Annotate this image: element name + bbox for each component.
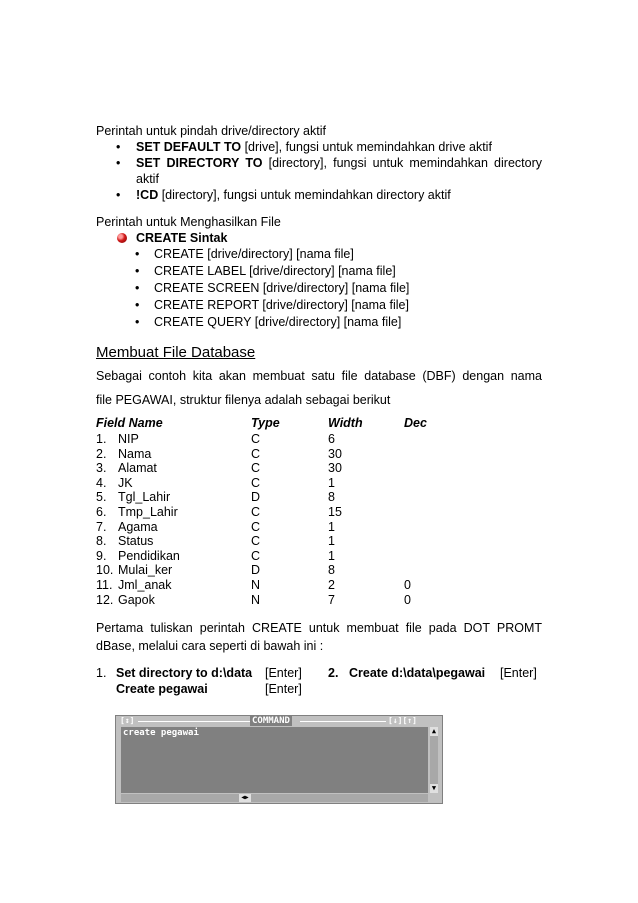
command-area[interactable] xyxy=(121,727,428,793)
field-width: 1 xyxy=(328,548,335,563)
field-name: Tgl_Lahir xyxy=(118,490,171,505)
field-dec xyxy=(404,490,427,505)
column-header: Field Name xyxy=(96,416,163,430)
row-number: 6. xyxy=(96,504,107,519)
create-syntax-heading xyxy=(96,230,542,246)
enter-key-label: [Enter] xyxy=(265,682,302,697)
field-structure-table xyxy=(96,414,427,607)
field-type: C xyxy=(251,432,261,446)
field-name: Jml_anak xyxy=(118,577,172,592)
paragraph-line: Sebagai contoh kita akan membuat satu file database (DBF) dengan nama xyxy=(96,369,542,383)
list-item xyxy=(96,155,542,171)
field-type: D xyxy=(251,563,261,578)
table-row xyxy=(96,549,427,564)
document-page xyxy=(96,123,542,701)
field-name-cell xyxy=(96,578,251,593)
field-name: Gapok xyxy=(118,592,155,607)
paragraph-line: file PEGAWAI, struktur filenya adalah sebagai berikut xyxy=(96,393,391,407)
list-item: • CREATE REPORT [drive/directory] [nama file] xyxy=(96,297,542,314)
command-text: create pegawai xyxy=(123,728,199,738)
field-type: C xyxy=(251,534,261,549)
table-row xyxy=(96,578,427,593)
step-number: 2. xyxy=(328,666,339,681)
list-item: • CREATE [drive/directory] [nama file] xyxy=(96,246,542,263)
paragraph-line: dBase, melalui cara seperti di bawah ini : xyxy=(96,639,324,654)
field-type: N xyxy=(251,592,261,607)
column-header: Width xyxy=(328,416,363,430)
field-name-cell xyxy=(96,563,251,578)
command-description: [directory], fungsi untuk memindahkan directory xyxy=(262,156,542,170)
row-number: 1. xyxy=(96,432,107,446)
field-width: 8 xyxy=(328,563,335,578)
step-number: 1. xyxy=(96,666,107,681)
command-keyword: SET DIRECTORY TO xyxy=(136,156,263,170)
section1-title: Perintah untuk pindah drive/directory aktif xyxy=(96,124,326,138)
list-item: • CREATE QUERY [drive/directory] [nama file] xyxy=(96,314,542,331)
row-number: 10. xyxy=(96,563,114,578)
field-name-cell xyxy=(96,461,251,476)
window-title-bar xyxy=(116,716,442,727)
table-row xyxy=(96,534,427,549)
command-keyword: !CD xyxy=(136,188,159,202)
field-type: D xyxy=(251,490,261,505)
field-name-cell xyxy=(96,593,251,608)
window-title: COMMAND xyxy=(252,716,290,726)
table-row xyxy=(96,505,427,520)
field-width: 1 xyxy=(328,475,335,490)
field-name: Pendidikan xyxy=(118,548,180,563)
list-item: • CREATE SCREEN [drive/directory] [nama file] xyxy=(96,280,542,297)
column-header: Type xyxy=(251,416,280,430)
field-dec: 0 xyxy=(404,592,411,607)
field-dec xyxy=(404,549,427,564)
step-command: Create d:\data\pegawai xyxy=(349,666,486,681)
field-name: Agama xyxy=(118,519,158,534)
field-dec xyxy=(404,520,427,535)
field-dec xyxy=(404,476,427,491)
list-item-continuation xyxy=(96,171,542,187)
field-type: C xyxy=(251,461,261,476)
field-name-cell xyxy=(96,490,251,505)
field-dec xyxy=(404,534,427,549)
field-dec: 0 xyxy=(404,577,411,592)
field-width: 7 xyxy=(328,592,335,607)
step-command: Create pegawai xyxy=(116,682,208,697)
field-width: 2 xyxy=(328,577,335,592)
scroll-down-icon[interactable]: ▼ xyxy=(431,784,437,792)
row-number: 7. xyxy=(96,519,107,534)
field-name: Mulai_ker xyxy=(118,563,173,578)
row-number: 4. xyxy=(96,475,107,490)
table-row xyxy=(96,490,427,505)
steps-block xyxy=(96,665,542,701)
scroll-up-icon[interactable]: ▲ xyxy=(431,727,437,735)
paragraph-line: Pertama tuliskan perintah CREATE untuk membuat file pada DOT PROMT xyxy=(96,621,542,636)
field-width: 30 xyxy=(328,461,342,476)
table-row xyxy=(96,520,427,535)
list-item xyxy=(96,187,542,203)
field-dec xyxy=(404,432,427,447)
table-row xyxy=(96,461,427,476)
field-width: 1 xyxy=(328,519,335,534)
row-number: 12. xyxy=(96,592,114,607)
field-type: C xyxy=(251,475,261,490)
table-row xyxy=(96,476,427,491)
dbase-command-window xyxy=(115,715,443,804)
section1-list xyxy=(96,139,542,203)
list-item: • CREATE LABEL [drive/directory] [nama file] xyxy=(96,263,542,280)
table-row xyxy=(96,563,427,578)
field-dec xyxy=(404,563,427,578)
field-name-cell xyxy=(96,476,251,491)
field-width: 1 xyxy=(328,534,335,549)
enter-key-label: [Enter] xyxy=(500,666,537,681)
table-row xyxy=(96,447,427,462)
field-name: Alamat xyxy=(118,461,157,476)
field-width: 6 xyxy=(328,432,335,446)
field-name: Nama xyxy=(118,446,152,461)
field-name-cell xyxy=(96,505,251,520)
field-name: NIP xyxy=(118,432,139,446)
list-item xyxy=(96,139,542,155)
title-rule xyxy=(138,721,250,722)
command-description-cont: aktif xyxy=(136,172,159,186)
field-name-cell xyxy=(96,520,251,535)
red-bullet-icon xyxy=(117,233,127,243)
field-type: C xyxy=(251,504,261,519)
field-type: C xyxy=(251,548,261,563)
command-description: [directory], fungsi untuk memindahkan directory aktif xyxy=(158,188,451,202)
section-heading: Membuat File Database xyxy=(96,344,256,361)
horizontal-scrollbar[interactable] xyxy=(121,794,428,802)
field-name: JK xyxy=(118,475,133,490)
row-number: 11. xyxy=(96,577,113,592)
column-header: Dec xyxy=(404,416,427,430)
field-type: N xyxy=(251,577,261,592)
scroll-thumb-icon[interactable]: ◀▶ xyxy=(239,794,251,802)
field-name-cell xyxy=(96,549,251,564)
step-command: Set directory to d:\data xyxy=(116,666,253,681)
create-syntax-label: CREATE Sintak xyxy=(136,231,228,245)
field-name-cell xyxy=(96,447,251,462)
row-number: 3. xyxy=(96,461,107,476)
field-dec xyxy=(404,505,427,520)
field-type: C xyxy=(251,446,261,461)
field-width: 30 xyxy=(328,446,342,461)
create-syntax-list xyxy=(96,246,542,331)
row-number: 9. xyxy=(96,548,107,563)
field-name: Tmp_Lahir xyxy=(118,504,178,519)
field-width: 15 xyxy=(328,504,342,519)
field-dec xyxy=(404,461,427,476)
field-name-cell xyxy=(96,534,251,549)
enter-key-label: [Enter] xyxy=(265,666,302,681)
command-description: [drive], fungsi untuk memindahkan drive aktif xyxy=(241,140,492,154)
table-header-row xyxy=(96,414,427,432)
command-keyword: SET DEFAULT TO xyxy=(136,140,242,154)
section2-title: Perintah untuk Menghasilkan File xyxy=(96,215,281,229)
title-rule xyxy=(300,721,386,722)
window-zoom-button[interactable]: [↕] xyxy=(120,716,135,725)
field-width: 8 xyxy=(328,490,335,505)
vertical-scrollbar[interactable] xyxy=(430,727,438,793)
field-name: Status xyxy=(118,534,154,549)
table-row xyxy=(96,432,427,447)
field-type: C xyxy=(251,519,261,534)
row-number: 5. xyxy=(96,490,107,505)
field-dec xyxy=(404,447,427,462)
field-name-cell xyxy=(96,432,251,447)
window-arrow-buttons[interactable]: [↓][↑] xyxy=(388,716,417,725)
row-number: 2. xyxy=(96,446,107,461)
table-row xyxy=(96,593,427,608)
row-number: 8. xyxy=(96,534,107,549)
